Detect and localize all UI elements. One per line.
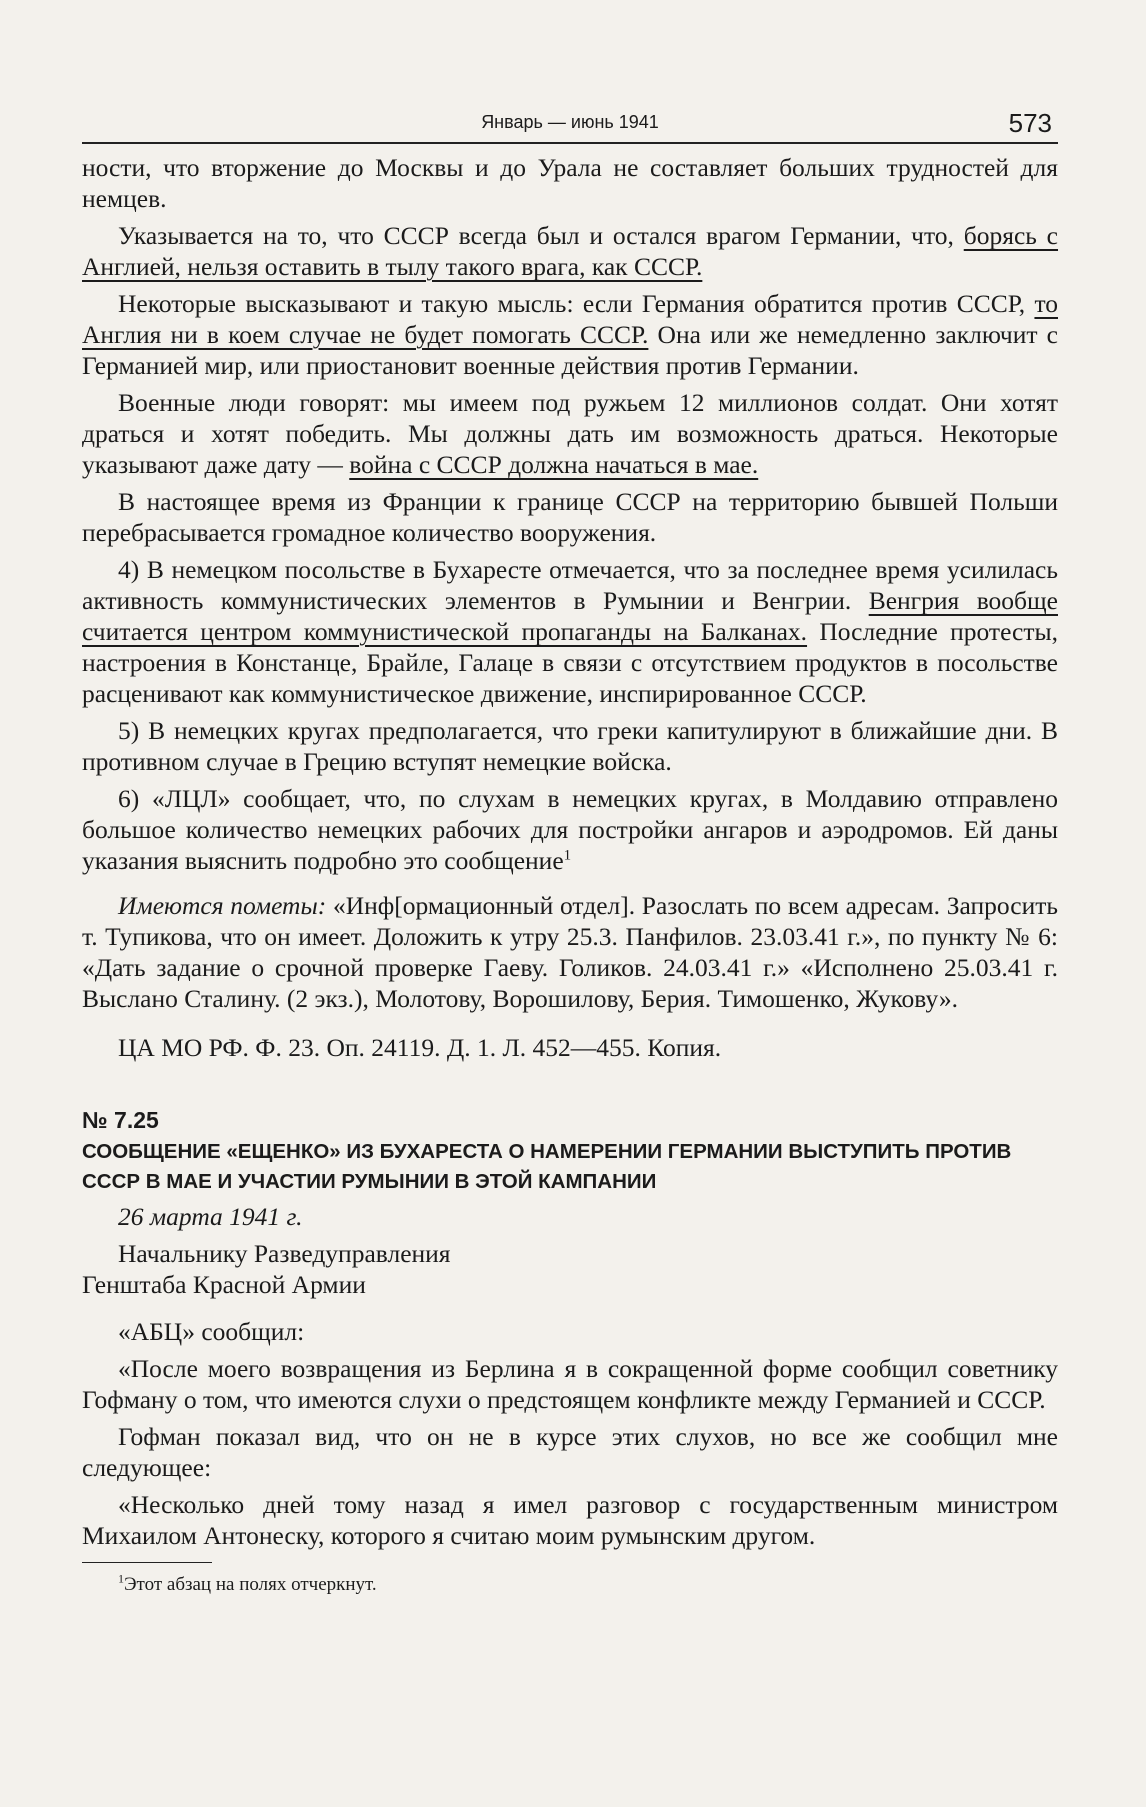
paragraph: В настоящее время из Франции к границе СССР на территорию бывшей Польши перебрасывается громадное количество вооружения. (82, 487, 1058, 547)
page-header (82, 108, 1058, 144)
paragraph: 4) В немецком посольстве в Бухаресте отмечается, что за последнее время усилилась активность коммунистических элементов в Румынии и Венгрии. Венгрия вообще считается центром коммунистической пропаганды на Балканах. Последние протесты, настроения в Констанце, Брайле, Галаце в связи с отсутствием продуктов в посольстве расценивают как коммунистическое движение, инспирированное СССР. (82, 555, 1058, 708)
paragraph: 5) В немецких кругах предполагается, что греки капитулируют в ближайшие дни. В противном случае в Грецию вступят немецкие войска. (82, 716, 1058, 776)
footnote-text: Этот абзац на полях отчеркнут. (124, 1574, 377, 1595)
paragraph: «Несколько дней тому назад я имел разговор с государственным министром Михаилом Антонеску, которого я считаю моим румынским другом. (82, 1490, 1058, 1550)
paragraph: «АБЦ» сообщил: (118, 1317, 305, 1346)
document-date: 26 марта 1941 г. (118, 1202, 303, 1231)
underlined-text: борясь с Англией, нельзя оставить в тылу такого врага, как СССР. (82, 221, 1059, 281)
footnote-reference: 1 (563, 847, 572, 864)
paragraph: «После моего возвращения из Берлина я в сокращенной форме сообщил советнику Гофману о том, что имеются слухи о предстоящем конфликте между Германией и СССР. (82, 1354, 1058, 1414)
paragraph: ности, что вторжение до Москвы и до Урала не составляет больших трудностей для немцев. (82, 153, 1058, 213)
paragraph: Некоторые высказывают и такую мысль: если Германия обратится против СССР, то Англия ни в коем случае не будет помогать СССР. Она или же немедленно заключит с Германией мир, или приостановит военные действия против Германии. (82, 289, 1058, 380)
paragraph: 6) «ЛЦЛ» сообщает, что, по слухам в немецких кругах, в Молдавию отправлено большое количество немецких рабочих для постройки ангаров и аэродромов. Ей даны указания выяснить подробно это сообщение$^1$ (82, 784, 1058, 875)
underlined-text: война с СССР должна начаться в мае. (349, 450, 759, 479)
page-body (82, 152, 1058, 1557)
running-title: Январь — июнь 1941 (481, 112, 659, 132)
footnote-mark: 1 (118, 1571, 124, 1586)
paragraph-notes: Имеются пометы: «Инф[ормационный отдел]. Разослать по всем адресам. Запросить т. Тупикова, что он имеет. Доложить к утру 25.3. Панфилов. 23.03.41 г.», по пункту № 6: «Дать задание о срочной проверке Гаеву. Голиков. 24.03.41 г.» «Исполнено 25.03.41 г. Выслано Сталину. (2 экз.), Молотову, Ворошилову, Берия. Тимошенко, Жукову». (82, 891, 1058, 1013)
paragraph: Военные люди говорят: мы имеем под ружьем 12 миллионов солдат. Они хотят драться и хотят победить. Мы должны дать им возможность драться. Некоторые указывают даже дату — война с СССР должна начаться в мае. (82, 388, 1058, 479)
underlined-text: Венгрия вообще считается центром коммунистической пропаганды на Балканах. (82, 586, 1058, 646)
footnote-divider (82, 1562, 212, 1563)
paragraph: Указывается на то, что СССР всегда был и остался врагом Германии, что, борясь с Англией, нельзя оставить в тылу такого врага, как СССР. (82, 221, 1059, 281)
paragraph: Гофман показал вид, что он не в курсе этих слухов, но все же сообщил мне следующее: (82, 1422, 1058, 1482)
document-title: СООБЩЕНИЕ «ЕЩЕНКО» ИЗ БУХАРЕСТА О НАМЕРЕНИИ ГЕРМАНИИ ВЫСТУПИТЬ ПРОТИВ СССР В МАЕ И УЧАСТИИ РУМЫНИИ В ЭТОЙ КАМПАНИИ (82, 1140, 1012, 1193)
document-number: № 7.25 (82, 1107, 159, 1133)
underlined-text: то Англия ни в коем случае не будет помогать СССР. (82, 289, 1058, 349)
footnote (118, 1572, 377, 1598)
page-number: 573 (1008, 108, 1052, 138)
addressee: Начальнику Разведуправления Генштаба Красной Армии (82, 1239, 451, 1299)
archive-reference: ЦА МО РФ. Ф. 23. Оп. 24119. Д. 1. Л. 452—455. Копия. (118, 1033, 722, 1062)
